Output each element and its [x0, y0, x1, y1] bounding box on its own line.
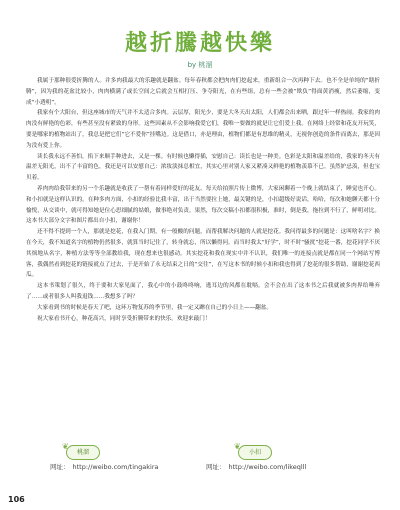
article-byline: by 桃溜: [187, 61, 213, 69]
author-card-xiaokou: [200, 444, 370, 488]
paragraph: 养肉肉给我带来的另一个乐趣就是收获了一帮有着同样爱好的花友。每天给拍照片传上微博，大家闲聊着一个晚上就结束了，睡觉也开心。和小扣就是这样认识的。在种多肉方面，小扣的经验比我丰富，出于当然要拉上她，最关键的是，小扣超级好说话，哈哈，每次和她聊天都十分愉悦，从交谈中，就可得知她是位心思细腻的姑娘，做事绝对负责。果然，每次交稿小扣都很积极，准时，倒是我，拖拉到不行了，鲜明对比。这本书大部分文字和图片都出自小扣，谢谢你！: [26, 185, 380, 225]
paragraph: 读长我永远不善怕，掐下来顺手种进去，又是一棵。有时候也懒得插，安慰自己：读长也是一种美。色彩是太阳和温差给的，我家的冬天有温差无阳光，出不了丰富的色，我还是可以安慰自己：浓妆淡抹总相宜，其实心里对别人家又紧凑又鲜艳的植物羡慕不已。虽然妒忌羡，但也宝贝着。: [26, 153, 380, 182]
author-weibo-link[interactable]: http://weibo.com/tingakira: [72, 463, 159, 471]
author-card-taoliu: [30, 444, 200, 488]
author-name: 桃溜: [76, 449, 89, 456]
contact-label: 网址：: [206, 463, 226, 471]
leaf-icon: ❦: [62, 442, 69, 451]
author-contacts: [30, 444, 370, 488]
author-contact: [206, 462, 306, 471]
page-number: 106: [8, 495, 25, 504]
leaf-icon: ❦: [234, 442, 241, 451]
author-name-badge: [234, 442, 272, 460]
article-title: 越折騰越快樂: [124, 30, 275, 56]
article-body: [26, 76, 380, 324]
paragraph: 这本书策划了很久，终于要和大家见面了，我心中的小鼓咚咚响，逃耳边的风都在耽嗝。会不会在出了这本书之后我就被多肉界给唾弃了……或者很多人叫我退钱……我想多了吗？: [26, 283, 380, 300]
paragraph: 我属于那种很爱折腾的人。并多肉我最大的乐趣就是翻盆。每年春秋都会把肉肉们挖起来，重新组合一次再种下去。也不全是单纯的“瞎折腾”，因为我的花盆比较小，肉肉横满了或长空间之后就会互相打压、争夺阳光，在有些组，总有一些会被“欺负”得面黄消瘦，然后萎缩，变成“小透明”。: [26, 78, 380, 106]
author-name: 小扣: [248, 449, 261, 456]
paragraph: 祝大家看书开心，种花高兴，同时享受折腾带来的快乐。欢迎来敲门！: [37, 315, 211, 322]
author-contact: [50, 462, 158, 471]
author-weibo-link[interactable]: http://weibo.com/likeqlll: [228, 463, 307, 471]
paragraph: 大家看到书的时候是春天了吧，这环万物复苏的季节里，我一定又蹿在自己的小日上——翻盆。: [37, 304, 272, 311]
contact-label: 网址：: [50, 463, 70, 471]
author-name-badge: [62, 442, 100, 460]
paragraph: 还不得不提到一个人，那就是挖花，在我入门期，有一般酸的问题，而帮我解决问题的人就是挖花。我问得最多的问题是：这叫啥名字？换在今天，我不知道名字的植物仍然很多，就算当时记住了，转身就忘，所以懒得问。而当时我太“好学”，时不时“骚扰”挖花一番，挖花同学不厌其烦地从名字，种植方法等等全部教给我，现在想来也很感动。其实挖花和我在现实中并不认识，我们唯一的连接点就是都在同一个网站写博客，我偶然看到挖花的链接就点了过去，于是开始了永无结束之日的“交往”，在写这本书的时候小扣和我也得到了挖花的很多帮助，谢谢挖花西瓜。: [26, 229, 380, 279]
paragraph: 我家有个大阳台，但这座城市的天气并不太适合多肉。云层厚，阳光少，要是大冬天出太阳，人们都会出来晒，跟过年一样热闹。我家的肉肉没有鲜艳的色彩，有些甚至没有紧致的身形。这些因素从不会影响我爱它们，我唯一要做的就是让它们爱上我。在网络上经常和花友开玩笑，要是哪家的植物站出了，我总是把它们“它不爱你”挂嘴边。这是借口，亦是理由，植物们都是有思维的精灵，无视你创造的条件而离去，那是因为没有爱上你。: [26, 110, 380, 149]
